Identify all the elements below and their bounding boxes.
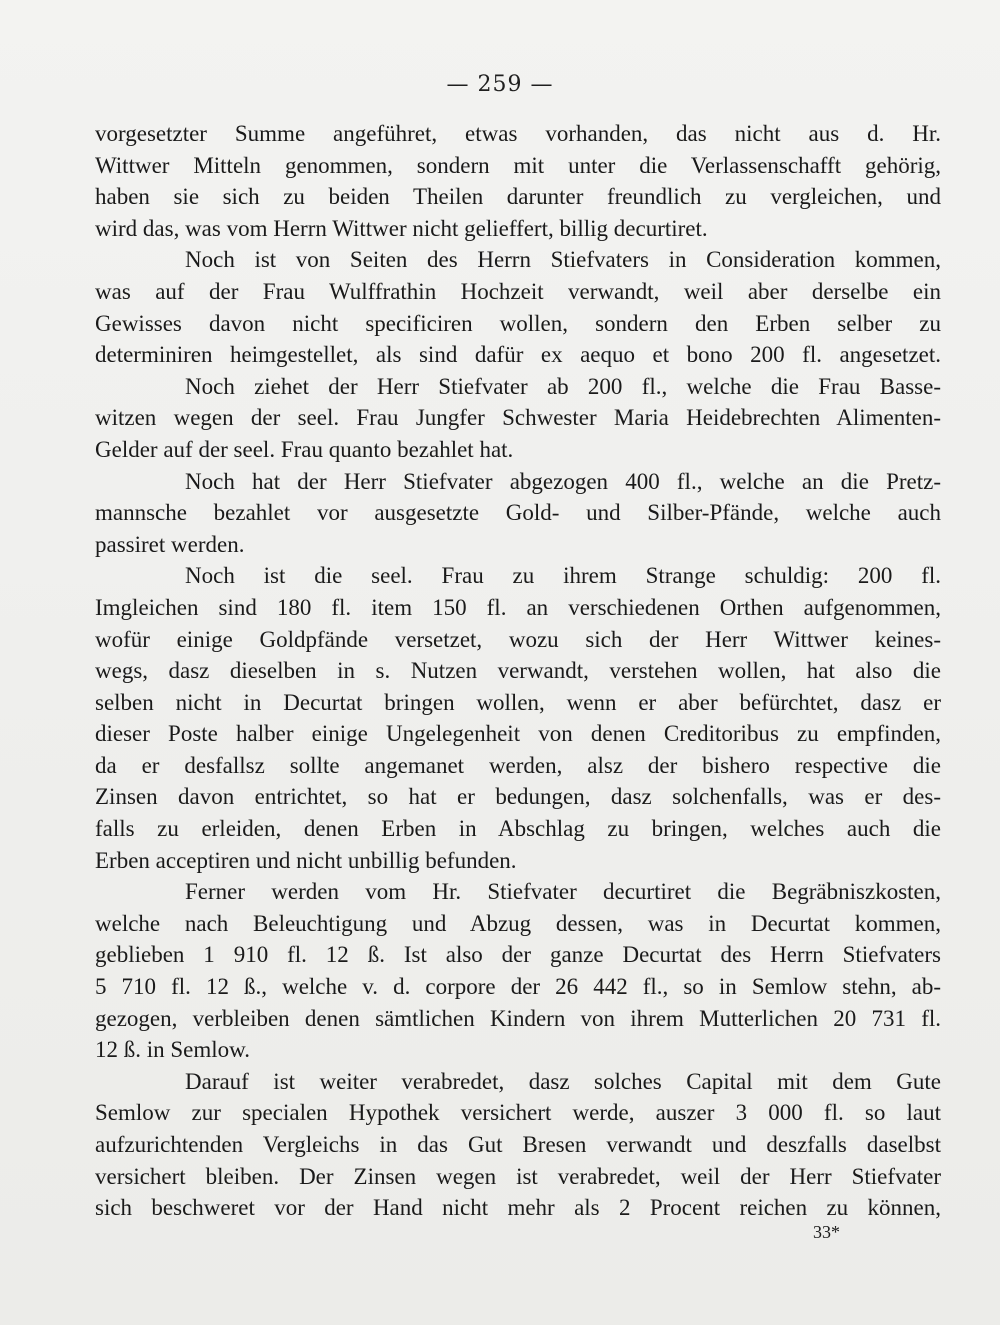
- text-line: da er desfallsz sollte angemanet werden, alsz der bishero respective die: [95, 752, 941, 778]
- text-line: selben nicht in Decurtat bringen wollen, wenn er aber befürchtet, dasz er: [95, 689, 941, 715]
- text-line: Noch ist von Seiten des Herrn Stiefvaters in Consideration kommen,: [185, 247, 941, 273]
- text-line: gezogen, verbleiben denen sämtlichen Kindern von ihrem Mutterlichen 20 731 fl.: [95, 1005, 941, 1031]
- text-line: wird das, was vom Herrn Wittwer nicht gelieffert, billig decurtiret.: [95, 215, 708, 241]
- body-text: [95, 118, 941, 1224]
- text-line: Noch hat der Herr Stiefvater abgezogen 400 fl., welche an die Pretz-: [185, 468, 941, 494]
- text-line: Noch ziehet der Herr Stiefvater ab 200 fl., welche die Frau Basse-: [185, 373, 941, 399]
- paragraph: [95, 466, 941, 561]
- text-line: Gewisses davon nicht specificiren wollen, sondern den Erben selber zu: [95, 310, 941, 336]
- text-line: dieser Poste halber einige Ungelegenheit von denen Creditoribus zu empfinden,: [95, 721, 941, 747]
- text-line: aufzurichtenden Vergleichs in das Gut Bresen verwandt und deszfalls daselbst: [95, 1132, 941, 1157]
- text-line: welche nach Beleuchtigung und Abzug dessen, was in Decurtat kommen,: [95, 910, 941, 936]
- text-line: Wittwer Mitteln genommen, sondern mit unter die Verlassenschafft gehörig,: [95, 152, 941, 178]
- text-line: Noch ist die seel. Frau zu ihrem Strange schuldig: 200 fl.: [185, 563, 941, 589]
- paragraph: [95, 560, 941, 876]
- text-line: 5 710 fl. 12 ß., welche v. d. corpore der 26 442 fl., so in Semlow stehn, ab-: [95, 974, 941, 1000]
- paragraph: [95, 876, 941, 1066]
- text-line: Imgleichen sind 180 fl. item 150 fl. an verschiedenen Orthen aufgenommen,: [95, 594, 941, 620]
- text-line: sich beschweret vor der Hand nicht mehr als 2 Procent reichen zu können,: [95, 1195, 941, 1221]
- page-number: — 259 —: [446, 72, 554, 97]
- text-line: passiret werden.: [95, 531, 245, 557]
- text-line: determiniren heimgestellet, als sind dafür ex aequo et bono 200 fl. angesetzet.: [95, 342, 941, 368]
- text-line: Erben acceptiren und nicht unbillig befunden.: [95, 847, 517, 873]
- text-line: versichert bleiben. Der Zinsen wegen ist verabredet, weil der Herr Stiefvater: [95, 1163, 941, 1189]
- text-line: Zinsen davon entrichtet, so hat er bedungen, dasz solchenfalls, was er des-: [95, 784, 941, 810]
- text-line: vorgesetzter Summe angeführet, etwas vorhanden, das nicht aus d. Hr.: [95, 121, 941, 146]
- text-line: wofür einige Goldpfände versetzet, wozu sich der Herr Wittwer keines-: [95, 626, 941, 652]
- paragraph: [95, 371, 941, 466]
- text-line: witzen wegen der seel. Frau Jungfer Schwester Maria Heidebrechten Alimenten-: [95, 405, 941, 431]
- text-line: wegs, dasz dieselben in s. Nutzen verwandt, verstehen wollen, hat also die: [95, 658, 941, 684]
- paragraph: [95, 244, 941, 370]
- text-line: geblieben 1 910 fl. 12 ß. Ist also der ganze Decurtat des Herrn Stiefvaters: [95, 942, 941, 968]
- text-line: Ferner werden vom Hr. Stiefvater decurtiret die Begräbniszkosten,: [185, 879, 941, 905]
- text-line: Darauf ist weiter verabredet, dasz solches Capital mit dem Gute: [185, 1068, 941, 1094]
- text-line: was auf der Frau Wulffrathin Hochzeit verwandt, weil aber derselbe ein: [95, 278, 941, 304]
- paragraph: [95, 118, 941, 244]
- paragraph: [95, 1066, 941, 1224]
- text-line: mannsche bezahlet vor ausgesetzte Gold- und Silber-Pfände, welche auch: [95, 500, 941, 526]
- text-line: Gelder auf der seel. Frau quanto bezahlet hat.: [95, 436, 514, 462]
- signature-mark: 33*: [813, 1222, 840, 1242]
- text-line: Semlow zur specialen Hypothek versichert werde, auszer 3 000 fl. so laut: [95, 1100, 941, 1126]
- text-line: haben sie sich zu beiden Theilen darunter freundlich zu vergleichen, und: [95, 184, 941, 210]
- text-line: 12 ß. in Semlow.: [95, 1037, 251, 1063]
- text-line: falls zu erleiden, denen Erben in Abschlag zu bringen, welches auch die: [95, 816, 941, 842]
